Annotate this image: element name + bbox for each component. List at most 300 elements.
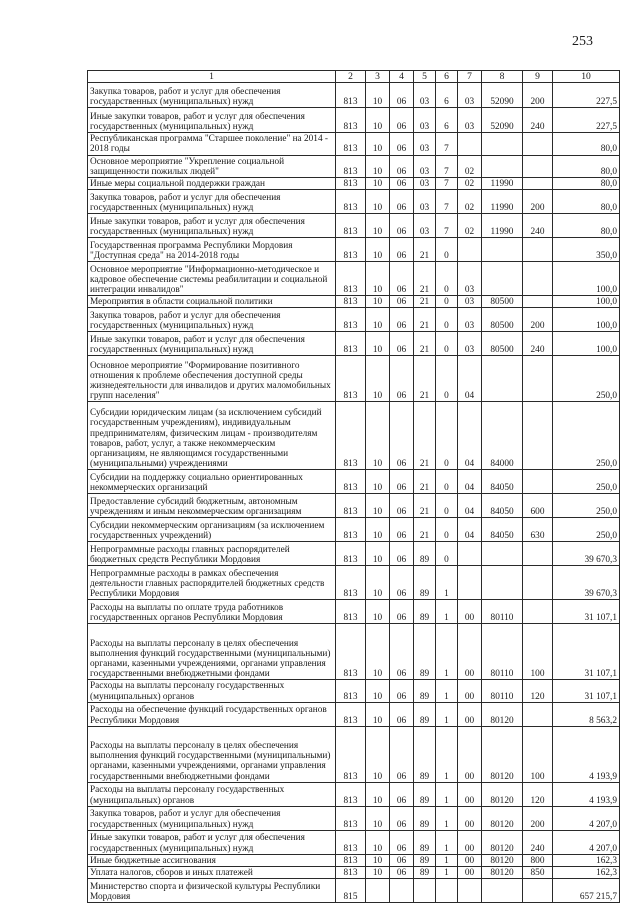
table-row bbox=[88, 854, 620, 866]
header-col-4: 4 bbox=[390, 71, 414, 83]
row-name: Иные закупки товаров, работ и услуг для обеспечения государственных (муниципальных) нужд bbox=[88, 108, 336, 133]
row-code-subprogram: 0 bbox=[436, 402, 458, 470]
row-code-section: 10 bbox=[366, 600, 390, 624]
table-row bbox=[88, 238, 620, 262]
row-code-event: 03 bbox=[458, 262, 482, 296]
row-code-section: 10 bbox=[366, 190, 390, 214]
row-amount: 250,0 bbox=[553, 470, 620, 494]
row-code-expense-type: 200 bbox=[523, 308, 553, 332]
row-name: Основное мероприятие "Информационно-методическое и кадровое обеспечение системы реабилитации и социальной интеграции инвалидов" bbox=[88, 262, 336, 296]
row-code-direction: 11990 bbox=[482, 190, 523, 214]
row-code-event: 00 bbox=[458, 624, 482, 680]
row-code-grbs: 815 bbox=[336, 879, 366, 903]
row-code-expense-type bbox=[523, 133, 553, 155]
table-row bbox=[88, 296, 620, 308]
row-code-program: 89 bbox=[414, 830, 436, 854]
row-name: Закупка товаров, работ и услуг для обеспечения государственных (муниципальных) нужд bbox=[88, 83, 336, 108]
row-code-grbs: 813 bbox=[336, 402, 366, 470]
row-code-subsection: 06 bbox=[390, 726, 414, 782]
row-code-grbs: 813 bbox=[336, 238, 366, 262]
row-amount: 227,5 bbox=[553, 83, 620, 108]
row-amount: 4 207,0 bbox=[553, 830, 620, 854]
row-amount: 657 215,7 bbox=[553, 879, 620, 903]
row-code-event bbox=[458, 238, 482, 262]
row-code-section: 10 bbox=[366, 726, 390, 782]
table-row bbox=[88, 702, 620, 726]
row-code-direction: 80120 bbox=[482, 726, 523, 782]
row-code-expense-type: 240 bbox=[523, 214, 553, 238]
row-code-subprogram: 0 bbox=[436, 262, 458, 296]
row-amount: 31 107,1 bbox=[553, 680, 620, 702]
row-code-expense-type bbox=[523, 356, 553, 402]
header-col-8: 8 bbox=[482, 71, 523, 83]
header-col-3: 3 bbox=[366, 71, 390, 83]
row-code-program: 03 bbox=[414, 178, 436, 190]
row-code-program: 03 bbox=[414, 83, 436, 108]
row-code-subprogram: 0 bbox=[436, 542, 458, 566]
row-code-section: 10 bbox=[366, 518, 390, 542]
row-name: Основное мероприятие "Формирование позитивного отношения к проблеме обеспечения доступной среды жизнедеятельности для инвалидов и других маломобильных групп населения" bbox=[88, 356, 336, 402]
row-code-section: 10 bbox=[366, 238, 390, 262]
row-code-section: 10 bbox=[366, 214, 390, 238]
row-code-event: 00 bbox=[458, 806, 482, 830]
row-code-expense-type bbox=[523, 702, 553, 726]
row-code-direction: 80500 bbox=[482, 308, 523, 332]
row-name: Уплата налогов, сборов и иных платежей bbox=[88, 867, 336, 879]
row-code-grbs: 813 bbox=[336, 726, 366, 782]
row-code-section: 10 bbox=[366, 680, 390, 702]
row-code-subsection: 06 bbox=[390, 356, 414, 402]
row-amount: 162,3 bbox=[553, 867, 620, 879]
row-name: Государственная программа Республики Мордовия "Доступная среда" на 2014-2018 годы bbox=[88, 238, 336, 262]
row-code-program: 21 bbox=[414, 494, 436, 518]
row-code-subprogram: 1 bbox=[436, 624, 458, 680]
table-row bbox=[88, 190, 620, 214]
row-code-subprogram: 6 bbox=[436, 108, 458, 133]
row-code-grbs: 813 bbox=[336, 332, 366, 356]
row-code-subprogram: 0 bbox=[436, 296, 458, 308]
table-row bbox=[88, 518, 620, 542]
row-code-section: 10 bbox=[366, 133, 390, 155]
row-code-direction: 80120 bbox=[482, 782, 523, 806]
row-code-event: 00 bbox=[458, 600, 482, 624]
row-code-subsection: 06 bbox=[390, 178, 414, 190]
row-code-grbs: 813 bbox=[336, 680, 366, 702]
row-code-expense-type bbox=[523, 542, 553, 566]
row-code-direction: 80500 bbox=[482, 296, 523, 308]
row-code-section: 10 bbox=[366, 262, 390, 296]
row-code-direction: 11990 bbox=[482, 178, 523, 190]
row-code-section: 10 bbox=[366, 782, 390, 806]
table-row bbox=[88, 262, 620, 296]
row-code-direction: 80120 bbox=[482, 867, 523, 879]
row-code-subprogram: 0 bbox=[436, 518, 458, 542]
row-code-expense-type: 850 bbox=[523, 867, 553, 879]
row-code-subprogram bbox=[436, 879, 458, 903]
table-row bbox=[88, 806, 620, 830]
row-amount: 250,0 bbox=[553, 356, 620, 402]
row-code-expense-type bbox=[523, 402, 553, 470]
row-code-program: 21 bbox=[414, 308, 436, 332]
table-row bbox=[88, 879, 620, 903]
row-code-section: 10 bbox=[366, 356, 390, 402]
table-row bbox=[88, 83, 620, 108]
row-amount: 4 207,0 bbox=[553, 806, 620, 830]
row-code-section: 10 bbox=[366, 806, 390, 830]
row-code-grbs: 813 bbox=[336, 518, 366, 542]
row-code-direction: 80120 bbox=[482, 854, 523, 866]
row-code-program: 89 bbox=[414, 702, 436, 726]
row-code-program: 89 bbox=[414, 782, 436, 806]
row-code-direction: 80110 bbox=[482, 600, 523, 624]
table-row bbox=[88, 782, 620, 806]
row-code-event bbox=[458, 879, 482, 903]
row-code-subsection: 06 bbox=[390, 806, 414, 830]
row-code-program bbox=[414, 879, 436, 903]
row-code-expense-type: 120 bbox=[523, 782, 553, 806]
table-row bbox=[88, 600, 620, 624]
row-code-subsection: 06 bbox=[390, 83, 414, 108]
row-code-expense-type: 600 bbox=[523, 494, 553, 518]
row-amount: 4 193,9 bbox=[553, 726, 620, 782]
row-code-program: 21 bbox=[414, 332, 436, 356]
row-code-expense-type bbox=[523, 178, 553, 190]
row-code-direction bbox=[482, 155, 523, 177]
row-code-direction bbox=[482, 262, 523, 296]
row-code-direction bbox=[482, 238, 523, 262]
row-code-grbs: 813 bbox=[336, 702, 366, 726]
table-row bbox=[88, 214, 620, 238]
row-code-program: 89 bbox=[414, 600, 436, 624]
row-code-direction bbox=[482, 356, 523, 402]
row-amount: 100,0 bbox=[553, 332, 620, 356]
table-row bbox=[88, 494, 620, 518]
table-row bbox=[88, 542, 620, 566]
row-code-program: 03 bbox=[414, 214, 436, 238]
row-code-subsection: 06 bbox=[390, 494, 414, 518]
row-name: Непрограммные расходы в рамках обеспечения деятельности главных распорядителей бюджетных средств Республики Мордовия bbox=[88, 566, 336, 600]
row-code-grbs: 813 bbox=[336, 600, 366, 624]
row-code-expense-type: 200 bbox=[523, 83, 553, 108]
row-code-program: 89 bbox=[414, 680, 436, 702]
header-col-7: 7 bbox=[458, 71, 482, 83]
row-code-program: 89 bbox=[414, 566, 436, 600]
row-code-section: 10 bbox=[366, 155, 390, 177]
row-code-section: 10 bbox=[366, 296, 390, 308]
row-code-subprogram: 1 bbox=[436, 782, 458, 806]
table-row bbox=[88, 726, 620, 782]
table-row bbox=[88, 680, 620, 702]
row-code-grbs: 813 bbox=[336, 190, 366, 214]
row-code-subprogram: 0 bbox=[436, 494, 458, 518]
row-code-subsection: 06 bbox=[390, 867, 414, 879]
row-code-expense-type: 800 bbox=[523, 854, 553, 866]
row-name: Расходы на обеспечение функций государственных органов Республики Мордовия bbox=[88, 702, 336, 726]
row-code-program: 03 bbox=[414, 133, 436, 155]
row-code-expense-type bbox=[523, 262, 553, 296]
row-code-event: 03 bbox=[458, 83, 482, 108]
row-code-program: 89 bbox=[414, 542, 436, 566]
row-code-program: 89 bbox=[414, 854, 436, 866]
row-amount: 250,0 bbox=[553, 518, 620, 542]
row-name: Иные бюджетные ассигнования bbox=[88, 854, 336, 866]
row-code-subsection: 06 bbox=[390, 402, 414, 470]
row-name: Расходы на выплаты по оплате труда работников государственных органов Республики Мордовия bbox=[88, 600, 336, 624]
row-code-subprogram: 0 bbox=[436, 238, 458, 262]
table-row bbox=[88, 155, 620, 177]
row-amount: 350,0 bbox=[553, 238, 620, 262]
row-code-subsection: 06 bbox=[390, 108, 414, 133]
row-code-direction: 80110 bbox=[482, 680, 523, 702]
row-code-subsection: 06 bbox=[390, 332, 414, 356]
row-code-grbs: 813 bbox=[336, 155, 366, 177]
row-code-expense-type: 240 bbox=[523, 108, 553, 133]
row-amount: 80,0 bbox=[553, 190, 620, 214]
row-code-grbs: 813 bbox=[336, 356, 366, 402]
row-code-event: 04 bbox=[458, 356, 482, 402]
row-code-subsection: 06 bbox=[390, 702, 414, 726]
row-code-grbs: 813 bbox=[336, 566, 366, 600]
row-amount: 100,0 bbox=[553, 262, 620, 296]
row-code-event: 02 bbox=[458, 190, 482, 214]
header-col-5: 5 bbox=[414, 71, 436, 83]
row-code-subsection: 06 bbox=[390, 133, 414, 155]
row-code-subprogram: 7 bbox=[436, 214, 458, 238]
row-code-direction bbox=[482, 133, 523, 155]
row-code-grbs: 813 bbox=[336, 178, 366, 190]
row-code-grbs: 813 bbox=[336, 108, 366, 133]
row-code-subprogram: 1 bbox=[436, 830, 458, 854]
header-col-10: 10 bbox=[553, 71, 620, 83]
row-name: Закупка товаров, работ и услуг для обеспечения государственных (муниципальных) нужд bbox=[88, 190, 336, 214]
row-code-expense-type: 120 bbox=[523, 680, 553, 702]
row-code-direction bbox=[482, 542, 523, 566]
row-name: Субсидии юридическим лицам (за исключением субсидий государственным учреждениям), индивидуальным предпринимателям, физическим лицам - производителям товаров, работ, услуг, а также некоммерческим организациям, не являющимся государственными (муниципальными) учреждениями bbox=[88, 402, 336, 470]
row-code-event: 04 bbox=[458, 518, 482, 542]
row-code-event: 00 bbox=[458, 867, 482, 879]
row-code-grbs: 813 bbox=[336, 867, 366, 879]
row-code-program: 89 bbox=[414, 806, 436, 830]
row-code-grbs: 813 bbox=[336, 296, 366, 308]
row-code-subsection: 06 bbox=[390, 155, 414, 177]
row-code-direction bbox=[482, 566, 523, 600]
table-row bbox=[88, 356, 620, 402]
row-code-expense-type bbox=[523, 238, 553, 262]
table-row bbox=[88, 470, 620, 494]
row-code-section: 10 bbox=[366, 83, 390, 108]
row-code-direction: 84050 bbox=[482, 518, 523, 542]
header-col-1: 1 bbox=[88, 71, 336, 83]
row-code-subsection bbox=[390, 879, 414, 903]
row-code-expense-type: 240 bbox=[523, 332, 553, 356]
table-row bbox=[88, 402, 620, 470]
row-name: Иные закупки товаров, работ и услуг для обеспечения государственных (муниципальных) нужд bbox=[88, 332, 336, 356]
row-code-subsection: 06 bbox=[390, 262, 414, 296]
row-name: Министерство спорта и физической культуры Республики Мордовия bbox=[88, 879, 336, 903]
row-code-grbs: 813 bbox=[336, 470, 366, 494]
row-code-subprogram: 1 bbox=[436, 566, 458, 600]
row-code-section: 10 bbox=[366, 854, 390, 866]
row-name: Иные закупки товаров, работ и услуг для обеспечения государственных (муниципальных) нужд bbox=[88, 830, 336, 854]
row-code-event: 03 bbox=[458, 296, 482, 308]
row-code-subsection: 06 bbox=[390, 600, 414, 624]
row-code-event: 02 bbox=[458, 155, 482, 177]
row-code-expense-type: 100 bbox=[523, 726, 553, 782]
row-code-direction: 80120 bbox=[482, 830, 523, 854]
row-name: Республиканская программа "Старшее поколение" на 2014 - 2018 годы bbox=[88, 133, 336, 155]
row-code-subsection: 06 bbox=[390, 214, 414, 238]
row-code-subsection: 06 bbox=[390, 238, 414, 262]
row-code-direction: 84050 bbox=[482, 494, 523, 518]
row-amount: 4 193,9 bbox=[553, 782, 620, 806]
row-code-event: 00 bbox=[458, 726, 482, 782]
row-amount: 31 107,1 bbox=[553, 600, 620, 624]
row-code-program: 21 bbox=[414, 296, 436, 308]
row-code-expense-type: 200 bbox=[523, 806, 553, 830]
row-code-section: 10 bbox=[366, 308, 390, 332]
row-code-grbs: 813 bbox=[336, 133, 366, 155]
row-code-event bbox=[458, 133, 482, 155]
row-code-section: 10 bbox=[366, 402, 390, 470]
row-code-direction: 80120 bbox=[482, 806, 523, 830]
table-row bbox=[88, 133, 620, 155]
row-code-event: 02 bbox=[458, 214, 482, 238]
table-row bbox=[88, 867, 620, 879]
row-code-subprogram: 1 bbox=[436, 726, 458, 782]
row-code-subsection: 06 bbox=[390, 296, 414, 308]
row-code-subprogram: 1 bbox=[436, 600, 458, 624]
row-code-event bbox=[458, 566, 482, 600]
header-col-9: 9 bbox=[523, 71, 553, 83]
row-amount: 227,5 bbox=[553, 108, 620, 133]
row-amount: 100,0 bbox=[553, 308, 620, 332]
row-code-grbs: 813 bbox=[336, 624, 366, 680]
row-code-subsection: 06 bbox=[390, 830, 414, 854]
row-code-program: 03 bbox=[414, 155, 436, 177]
row-code-subprogram: 1 bbox=[436, 867, 458, 879]
row-code-expense-type bbox=[523, 600, 553, 624]
row-code-subsection: 06 bbox=[390, 518, 414, 542]
row-name: Закупка товаров, работ и услуг для обеспечения государственных (муниципальных) нужд bbox=[88, 806, 336, 830]
row-code-program: 89 bbox=[414, 726, 436, 782]
row-code-event: 00 bbox=[458, 854, 482, 866]
row-code-grbs: 813 bbox=[336, 806, 366, 830]
row-code-subsection: 06 bbox=[390, 680, 414, 702]
budget-table bbox=[87, 70, 620, 903]
row-code-section: 10 bbox=[366, 624, 390, 680]
row-code-grbs: 813 bbox=[336, 542, 366, 566]
row-code-program: 21 bbox=[414, 238, 436, 262]
row-code-grbs: 813 bbox=[336, 854, 366, 866]
row-code-subprogram: 1 bbox=[436, 806, 458, 830]
row-code-subprogram: 0 bbox=[436, 470, 458, 494]
row-name: Предоставление субсидий бюджетным, автономным учреждениям и иным некоммерческим организациям bbox=[88, 494, 336, 518]
row-amount: 100,0 bbox=[553, 296, 620, 308]
row-amount: 39 670,3 bbox=[553, 566, 620, 600]
row-code-direction bbox=[482, 879, 523, 903]
row-code-event: 02 bbox=[458, 178, 482, 190]
row-name: Расходы на выплаты персоналу в целях обеспечения выполнения функций государственными (муниципальными) органами, казенными учреждениями, органами управления государственными внебюджетными фондами bbox=[88, 624, 336, 680]
row-code-program: 03 bbox=[414, 190, 436, 214]
row-code-program: 03 bbox=[414, 108, 436, 133]
row-code-program: 89 bbox=[414, 867, 436, 879]
row-amount: 80,0 bbox=[553, 133, 620, 155]
row-code-program: 21 bbox=[414, 518, 436, 542]
row-code-section: 10 bbox=[366, 494, 390, 518]
row-code-event: 04 bbox=[458, 494, 482, 518]
row-amount: 250,0 bbox=[553, 494, 620, 518]
table-row bbox=[88, 332, 620, 356]
row-name: Расходы на выплаты персоналу государственных (муниципальных) органов bbox=[88, 782, 336, 806]
row-code-subprogram: 7 bbox=[436, 133, 458, 155]
row-code-subprogram: 0 bbox=[436, 332, 458, 356]
row-amount: 31 107,1 bbox=[553, 624, 620, 680]
row-code-event bbox=[458, 542, 482, 566]
page-number: 253 bbox=[572, 34, 593, 49]
row-code-section: 10 bbox=[366, 178, 390, 190]
row-code-section: 10 bbox=[366, 867, 390, 879]
row-code-expense-type bbox=[523, 296, 553, 308]
table-row bbox=[88, 624, 620, 680]
row-amount: 8 563,2 bbox=[553, 702, 620, 726]
row-code-direction: 84000 bbox=[482, 402, 523, 470]
row-name: Субсидии некоммерческим организациям (за исключением государственных учреждений) bbox=[88, 518, 336, 542]
row-code-subprogram: 0 bbox=[436, 308, 458, 332]
row-code-subsection: 06 bbox=[390, 470, 414, 494]
table-row bbox=[88, 566, 620, 600]
row-code-expense-type bbox=[523, 470, 553, 494]
row-code-direction: 52090 bbox=[482, 108, 523, 133]
row-code-event: 03 bbox=[458, 108, 482, 133]
row-name: Мероприятия в области социальной политики bbox=[88, 296, 336, 308]
row-code-grbs: 813 bbox=[336, 83, 366, 108]
row-code-subprogram: 7 bbox=[436, 155, 458, 177]
row-code-grbs: 813 bbox=[336, 830, 366, 854]
row-code-subprogram: 7 bbox=[436, 178, 458, 190]
row-name: Иные закупки товаров, работ и услуг для обеспечения государственных (муниципальных) нужд bbox=[88, 214, 336, 238]
row-name: Непрограммные расходы главных распорядителей бюджетных средств Республики Мордовия bbox=[88, 542, 336, 566]
row-code-subprogram: 1 bbox=[436, 702, 458, 726]
table-row bbox=[88, 308, 620, 332]
row-amount: 162,3 bbox=[553, 854, 620, 866]
row-code-subprogram: 7 bbox=[436, 190, 458, 214]
row-code-direction: 84050 bbox=[482, 470, 523, 494]
row-code-event: 00 bbox=[458, 782, 482, 806]
row-code-subsection: 06 bbox=[390, 190, 414, 214]
row-code-event: 03 bbox=[458, 332, 482, 356]
row-name: Основное мероприятие "Укрепление социальной защищенности пожилых людей" bbox=[88, 155, 336, 177]
row-code-subsection: 06 bbox=[390, 854, 414, 866]
row-code-grbs: 813 bbox=[336, 494, 366, 518]
row-name: Закупка товаров, работ и услуг для обеспечения государственных (муниципальных) нужд bbox=[88, 308, 336, 332]
row-amount: 250,0 bbox=[553, 402, 620, 470]
row-name: Субсидии на поддержку социально ориентированных некоммерческих организаций bbox=[88, 470, 336, 494]
row-code-section: 10 bbox=[366, 108, 390, 133]
header-row bbox=[88, 71, 620, 83]
row-code-expense-type: 100 bbox=[523, 624, 553, 680]
header-col-2: 2 bbox=[336, 71, 366, 83]
row-code-expense-type: 630 bbox=[523, 518, 553, 542]
row-code-expense-type: 200 bbox=[523, 190, 553, 214]
row-code-subsection: 06 bbox=[390, 542, 414, 566]
row-code-section: 10 bbox=[366, 332, 390, 356]
table-row bbox=[88, 108, 620, 133]
row-code-direction: 80500 bbox=[482, 332, 523, 356]
row-code-subprogram: 1 bbox=[436, 680, 458, 702]
row-code-event: 03 bbox=[458, 308, 482, 332]
table-row bbox=[88, 178, 620, 190]
row-amount: 39 670,3 bbox=[553, 542, 620, 566]
